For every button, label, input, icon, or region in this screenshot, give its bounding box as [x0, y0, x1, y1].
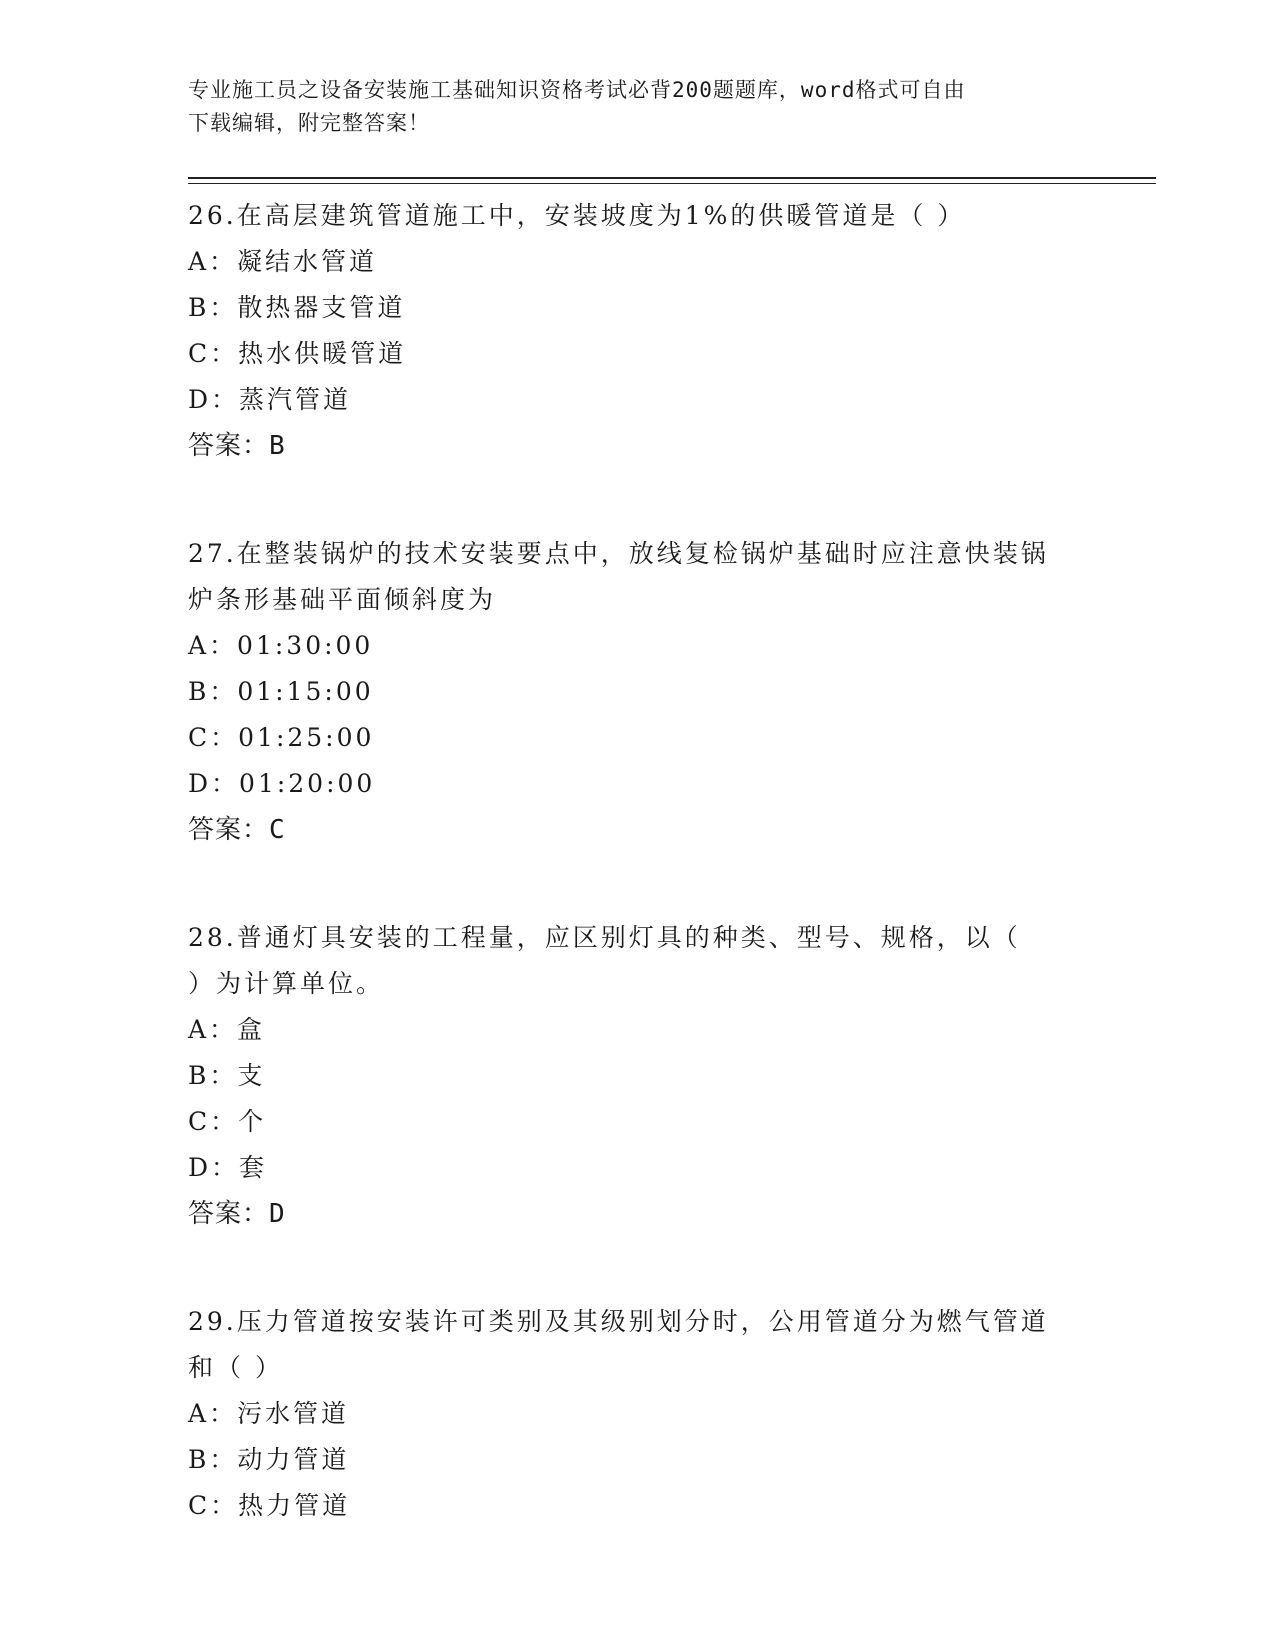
question-stem-cont: ）为计算单位。	[188, 969, 385, 998]
option-a: A：盒	[188, 1015, 266, 1044]
option-b: B：动力管道	[188, 1445, 350, 1474]
option-a: A：01:30:00	[188, 631, 374, 660]
question-stem: 28.普通灯具安装的工程量，应区别灯具的种类、型号、规格，以（	[188, 923, 1021, 952]
header-rule-thin	[188, 183, 1156, 184]
question-28	[188, 915, 1088, 1237]
option-b: B：01:15:00	[188, 677, 374, 706]
option-a: A：污水管道	[188, 1399, 350, 1428]
answer-line: 答案：D	[188, 1199, 286, 1229]
question-list	[188, 193, 1088, 1529]
question-26	[188, 193, 1088, 469]
answer-line: 答案：B	[188, 431, 286, 461]
question-29	[188, 1299, 1088, 1529]
document-header	[188, 74, 1088, 140]
question-stem: 27.在整装锅炉的技术安装要点中，放线复检锅炉基础时应注意快装锅	[188, 539, 1049, 568]
question-stem: 29.压力管道按安装许可类别及其级别划分时，公用管道分为燃气管道	[188, 1307, 1049, 1336]
option-b: B：散热器支管道	[188, 293, 406, 322]
option-c: C：热力管道	[188, 1491, 351, 1520]
header-line-1: 专业施工员之设备安装施工基础知识资格考试必背200题题库，word格式可自由	[188, 78, 966, 102]
question-stem-cont: 和（ ）	[188, 1353, 283, 1382]
question-27	[188, 531, 1088, 853]
option-c: C：01:25:00	[188, 723, 375, 752]
option-c: C：个	[188, 1107, 267, 1136]
option-c: C：热水供暖管道	[188, 339, 407, 368]
question-stem: 26.在高层建筑管道施工中，安装坡度为1%的供暖管道是（ ）	[188, 201, 966, 230]
option-a: A：凝结水管道	[188, 247, 378, 276]
header-line-2: 下载编辑，附完整答案！	[188, 111, 430, 135]
header-rule-thick	[188, 177, 1156, 179]
answer-line: 答案：C	[188, 815, 286, 845]
option-d: D：蒸汽管道	[188, 385, 352, 414]
option-d: D：01:20:00	[188, 769, 376, 798]
option-b: B：支	[188, 1061, 266, 1090]
question-stem-cont: 炉条形基础平面倾斜度为	[188, 585, 497, 614]
option-d: D：套	[188, 1153, 268, 1182]
